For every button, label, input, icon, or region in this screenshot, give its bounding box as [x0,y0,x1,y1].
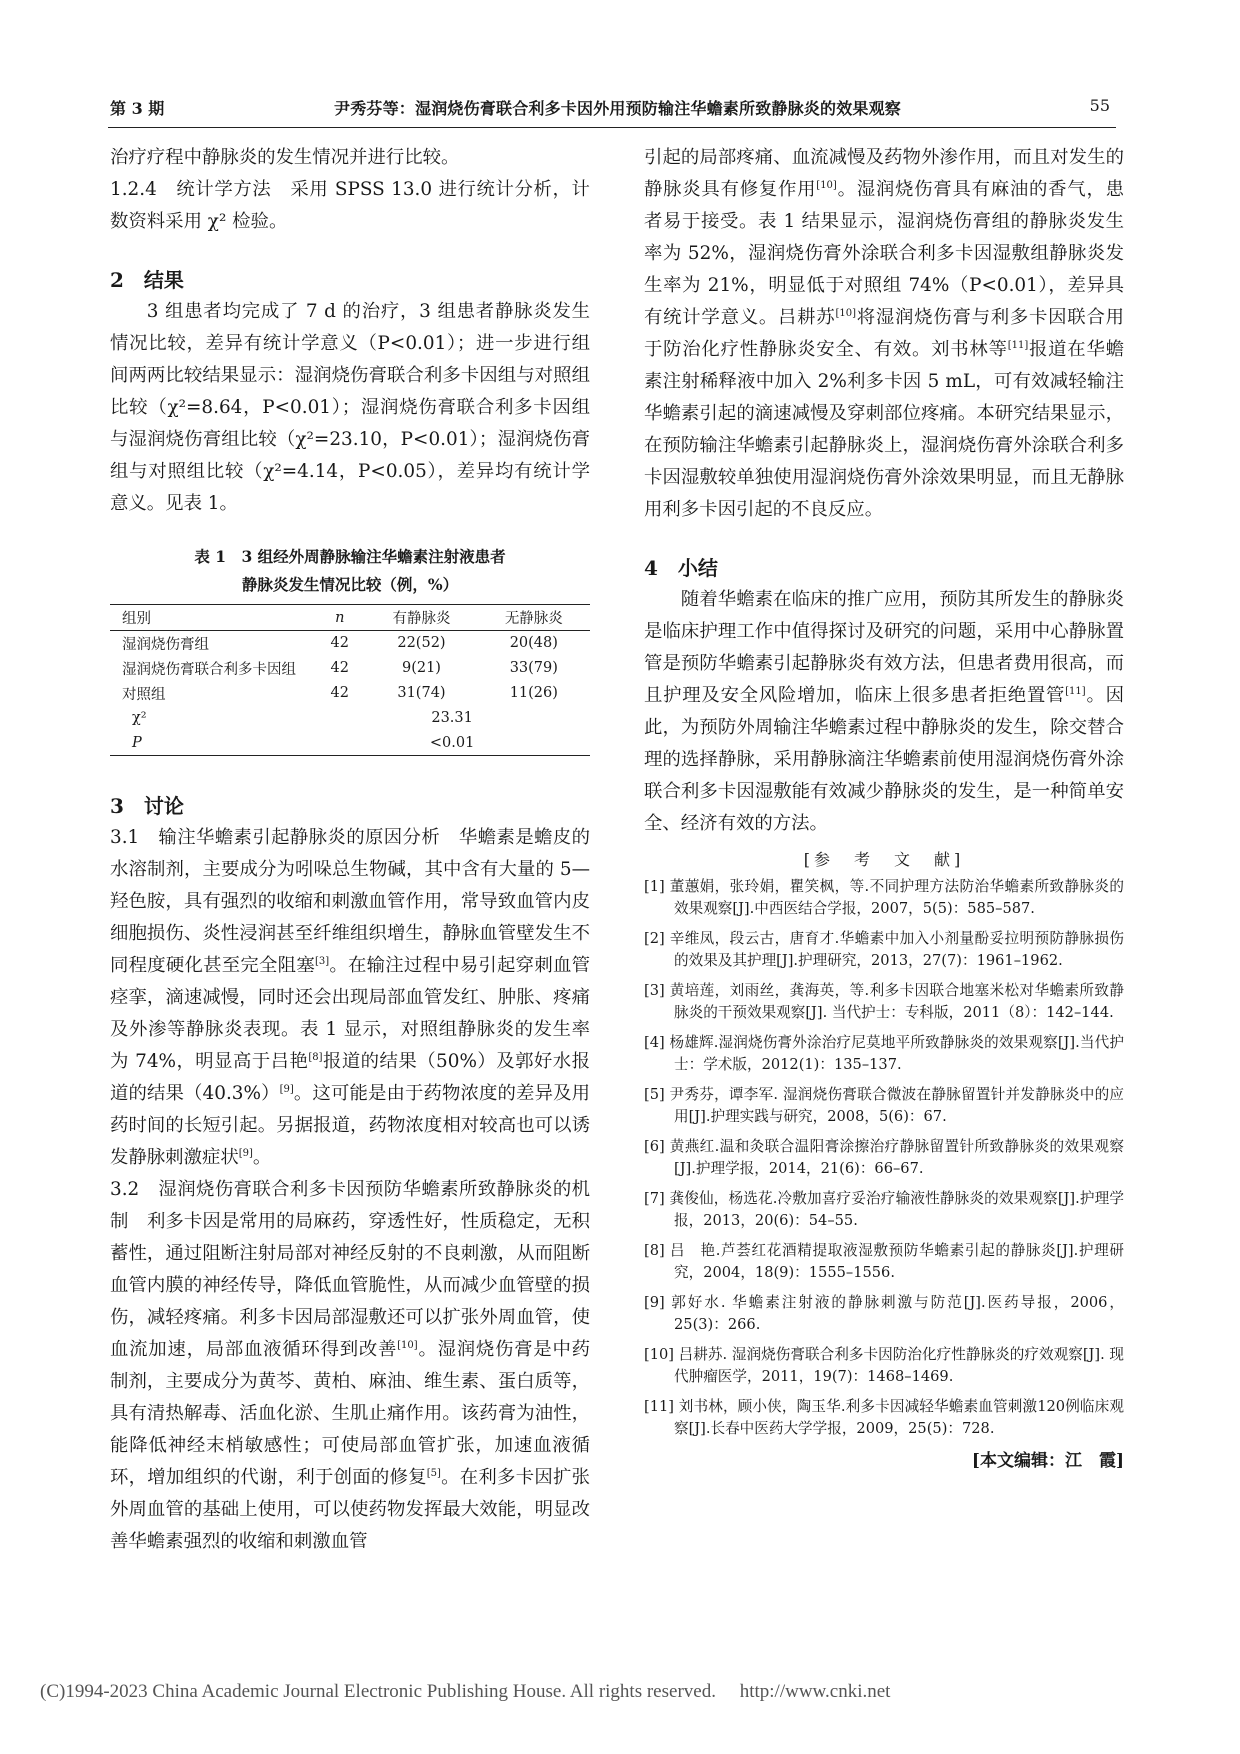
table-header-row [110,605,590,631]
table-row [110,681,590,706]
col-header-without-phlebitis: 无静脉炎 [478,605,590,631]
table-row [110,656,590,681]
body-text: 华蟾素是蟾皮的水溶制剂，主要成分为吲哚总生物碱，其中含有大量的 5—羟色胺，具有强烈的收缩和刺激血管作用，常导致血管内皮细胞损伤、炎性浸润甚至纤维组织增生，静脉血管壁发生不同程度硬化甚至完全阻塞 [110,827,590,976]
table-caption-line-1: 表 1 3 组经外周静脉输注华蟾素注射液患者 [194,547,506,566]
body-text: 将湿润烧伤膏与利多卡因联合用于防治化疗性静脉炎安全、有效。刘书林等 [644,307,1124,360]
table-row [110,631,590,656]
citation: [5] [426,1467,441,1479]
reference-list [644,876,1124,1440]
section-3-2-title: 3.2 湿润烧伤膏联合利多卡因预防华蟾素所致静脉炎的机制 [110,1179,590,1232]
col-header-with-phlebitis: 有静脉炎 [365,605,477,631]
body-text: 。 [252,1147,272,1168]
section-3-title: 3 讨论 [110,794,184,818]
summary-paragraph [644,584,1124,840]
results-paragraph: 3 组患者均完成了 7 d 的治疗，3 组患者静脉炎发生情况比较，差异有统计学意义（P<0.01）；进一步进行组间两两比较结果显示：湿润烧伤膏联合利多卡因组与对照组比较（χ²=8.64，P<0.01）；湿润烧伤膏联合利多卡因组与湿润烧伤膏组比较（χ²=23.10，P<0.01）；湿润烧伤膏组与对照组比较（χ²=4.14，P<0.05），差异均有统计学意义。见表 1。 [110,301,590,514]
section-2-title: 2 结果 [110,268,184,292]
citation: [10] [397,1339,418,1351]
left-column [110,142,590,1558]
section-text: 采用 SPSS 13.0 进行统计分析，计数资料采用 χ² 检验。 [110,179,590,232]
body-text: 。在输注过程中易引起穿刺血管痉挛，滴速减慢，同时还会出现局部血管发红、肿胀、疼痛及外渗等静脉炎表现。表 1 显示，对照组静脉炎的发生率为 74%，明显高于吕艳 [110,955,590,1072]
paragraph-continued: 治疗疗程中静脉炎的发生情况并进行比较。 [110,147,460,168]
table-cell: 42 [330,635,349,652]
right-column [644,142,1124,1471]
body-text: 。在利多卡因扩张外周血管的基础上使用，可以使药物发挥最大效能，明显改善华蟾素强烈的收缩和刺激血管 [110,1467,590,1552]
running-title: 尹秀芬等：湿润烧伤膏联合利多卡因外用预防输注华蟾素所致静脉炎的效果观察 [334,99,902,118]
section-4-title: 4 小结 [644,556,718,580]
table-1 [110,604,590,756]
body-text: 报道的结果（50%）及郭好水报道的结果（40.3%） [110,1051,590,1104]
table-cell: 22(52) [397,635,446,652]
table-cell: 31(74) [397,685,446,701]
section-3-1 [110,822,590,1174]
table-1-caption [110,542,590,600]
table-caption-line-2: 静脉炎发生情况比较（例，%） [241,575,459,594]
col-header-group: 组别 [110,605,314,631]
citation: [8] [308,1051,323,1063]
p-label: P [110,731,314,756]
citation: [9] [238,1147,253,1159]
section-1-2-4 [110,174,590,238]
citation: [10] [835,307,856,319]
table-row-chi-square [110,706,590,731]
issue-label: 第 3 期 [110,99,165,118]
table-cell: 湿润烧伤膏组 [122,636,209,653]
references-title: [参 考 文 献] [803,850,965,869]
reference-item: [7] 龚俊仙，杨选花.冷敷加喜疗妥治疗输液性静脉炎的效果观察[J].护理学报，2013，20(6)：54–55. [644,1190,1124,1229]
body-text: 引起的局部疼痛、血流减慢及药物外渗作用，而且对发生的静脉炎具有修复作用 [644,147,1124,200]
body-text: 。湿润烧伤膏是中药制剂，主要成分为黄芩、黄柏、麻油、维生素、蛋白质等，具有清热解毒、活血化淤、生肌止痛作用。该药膏为油性，能降低神经末梢敏感性；可使局部血管扩张，加速血液循环，增加组织的代谢，利于创面的修复 [110,1339,590,1488]
citation: [11] [1065,685,1086,697]
reference-item: [5] 尹秀芬，谭李军. 湿润烧伤膏联合微波在静脉留置针并发静脉炎中的应用[J].护理实践与研究，2008，5(6)：67. [644,1086,1124,1125]
citation: [3] [314,955,330,967]
section-title: 统计学方法 [176,179,272,200]
body-text: 。这可能是由于药物浓度的差异及用药时间的长短引起。另据报道，药物浓度相对较高也可以诱发静脉刺激症状 [110,1083,590,1168]
running-header [108,92,1116,128]
body-text: 。因此，为预防外周输注华蟾素过程中静脉炎的发生，除交替合理的选择静脉，采用静脉滴注华蟾素前使用湿润烧伤膏外涂联合利多卡因湿敷能有效减少静脉炎的发生，是一种简单安全、经济有效的方法。 [644,685,1124,834]
reference-item: [8] 吕 艳.芦荟红花酒精提取液湿敷预防华蟾素引起的静脉炎[J].护理研究，2004，18(9)：1555–1556. [644,1242,1124,1281]
reference-item: [6] 黄燕红.温和灸联合温阳膏涂擦治疗静脉留置针所致静脉炎的效果观察[J].护理学报，2014，21(6)：66–67. [644,1138,1124,1177]
body-text: 随着华蟾素在临床的推广应用，预防其所发生的静脉炎是临床护理工作中值得探讨及研究的问题，采用中心静脉置管是预防华蟾素引起静脉炎有效方法，但患者费用很高，而且护理及安全风险增加，临床上很多患者拒绝置管 [644,589,1124,706]
copyright-footer: (C)1994-2023 China Academic Journal Electronic Publishing House. All rights reserved. http://www.cnki.net [40,1681,891,1702]
reference-item: [10] 吕耕苏. 湿润烧伤膏联合利多卡因防治化疗性静脉炎的疗效观察[J]. 现代肿瘤医学，2011，19(7)：1468–1469. [644,1346,1124,1385]
table-row-p-value [110,731,590,756]
section-3-2 [110,1174,590,1558]
page-number: 55 [1089,96,1110,115]
table-cell: 42 [330,660,349,676]
table-cell: 33(79) [509,660,558,676]
table-cell: 湿润烧伤膏联合利多卡因组 [122,661,296,678]
reference-item: [4] 杨雄辉.湿润烧伤膏外涂治疗尼莫地平所致静脉炎的效果观察[J].当代护士：学术版，2012(1)：135–137. [644,1034,1124,1073]
body-text: 利多卡因是常用的局麻药，穿透性好，性质稳定，无积蓄性，通过阻断注射局部对神经反射的不良刺激，从而阻断血管内膜的神经传导，降低血管脆性，从而减少血管壁的损伤，减轻疼痛。利多卡因局部湿敷还可以扩张外周血管，使血流加速，局部血液循环得到改善 [110,1211,590,1360]
reference-item: [11] 刘书林，顾小侠，陶玉华.利多卡因减轻华蟾素血管刺激120例临床观察[J].长春中医药大学学报，2009，25(5)：728. [644,1398,1124,1437]
table-cell: 9(21) [401,660,441,676]
chi-square-value: 23.31 [431,710,473,726]
table-cell: 42 [330,685,349,701]
col-header-n: n [314,605,365,631]
reference-item: [1] 董蕙娟，张玲娟，瞿笑枫，等.不同护理方法防治华蟾素所致静脉炎的效果观察[J].中西医结合学报，2007，5(5)：585–587. [644,878,1124,917]
body-text: 。湿润烧伤膏具有麻油的香气，患者易于接受。表 1 结果显示，湿润烧伤膏组的静脉炎发生率为 52%，湿润烧伤膏外涂联合利多卡因湿敷组静脉炎发生率为 21%，明显低于对照组 74%（P<0.01），差异具有统计学意义。吕耕苏 [644,179,1124,328]
citation: [9] [279,1083,294,1095]
section-number: 1.2.4 [110,179,157,200]
section-3-1-title: 3.1 输注华蟾素引起静脉炎的原因分析 [110,827,441,848]
table-cell: 11(26) [509,685,558,701]
body-text: 报道在华蟾素注射稀释液中加入 2%利多卡因 5 mL，可有效减轻输注华蟾素引起的滴速减慢及穿刺部位疼痛。本研究结果显示，在预防输注华蟾素引起静脉炎上，湿润烧伤膏外涂联合利多卡因湿敷较单独使用湿润烧伤膏外涂效果明显，而且无静脉用利多卡因引起的不良反应。 [644,339,1124,520]
reference-item: [3] 黄培莲，刘雨丝，龚海英，等.利多卡因联合地塞米松对华蟾素所致静脉炎的干预效果观察[J]. 当代护士：专科版，2011（8）：142–144. [644,982,1124,1021]
table-cell: 对照组 [122,686,166,703]
citation: [10] [816,179,837,191]
reference-item: [2] 辛维凤，段云古，唐育才.华蟾素中加入小剂量酚妥拉明预防静脉损伤的效果及其护理[J].护理研究，2013，27(7)：1961–1962. [644,930,1124,969]
chi-square-label: χ² [132,710,147,726]
editor-credit: [本文编辑：江 霞] [971,1451,1124,1471]
discussion-continued [644,142,1124,526]
p-value: <0.01 [314,731,590,756]
reference-item: [9] 郭好水. 华蟾素注射液的静脉刺激与防范[J].医药导报，2006，25(3)：266. [644,1294,1124,1333]
table-cell: 20(48) [509,635,558,652]
citation: [11] [1007,339,1029,351]
